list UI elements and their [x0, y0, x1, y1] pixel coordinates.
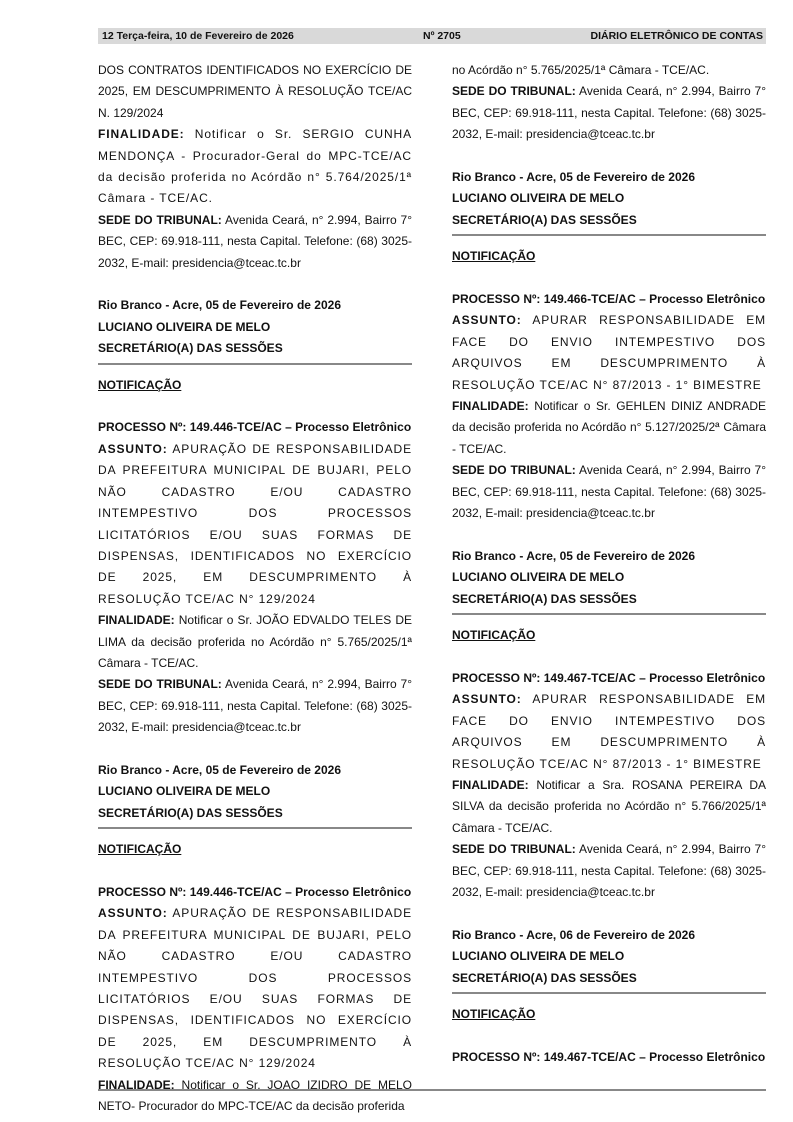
sede-text: Avenida Ceará, n° 2.994, Bairro 7° BEC, CEP: 69.918-111, nesta Capital. Telefone: (68) 3025-2032, E-mail: presidencia@tceac.tc.br: [98, 677, 412, 735]
signature-place-date: Rio Branco - Acre, 05 de Fevereiro de 2026: [98, 298, 341, 313]
sede-label: SEDE DO TRIBUNAL:: [98, 212, 222, 227]
process-number: PROCESSO Nº: 149.467-TCE/AC – Processo Eletrônico: [452, 670, 766, 685]
assunto-label: ASSUNTO:: [452, 692, 522, 707]
assunto-label: ASSUNTO:: [98, 441, 168, 456]
header-date: 12 Terça-feira, 10 de Fevereiro de 2026: [102, 30, 294, 42]
section-divider: [98, 827, 412, 829]
assunto-text: APURAÇÃO DE RESPONSABILIDADE DA PREFEITURA MUNICIPAL DE BUJARI, PELO NÃO CADASTRO E/OU CADASTRO INTEMPESTIVO DOS PROCESSOS LICITATÓRIOS E/OU SUAS FORMAS DE DISPENSAS, IDENTIFICADOS NO EXERCÍCIO DE 2025, EM DESCUMPRIMENTO À RESOLUÇÃO TCE/AC N° 129/2024: [98, 441, 412, 606]
signature-name: LUCIANO OLIVEIRA DE MELO: [452, 570, 625, 585]
signature-name: LUCIANO OLIVEIRA DE MELO: [98, 784, 271, 799]
assunto: [452, 310, 766, 396]
right-column: [452, 60, 766, 1068]
sede-text: Avenida Ceará, n° 2.994, Bairro 7° BEC, CEP: 69.918-111, nesta Capital. Telefone: (68) 3025-2032, E-mail: presidencia@tceac.tc.br: [452, 463, 766, 521]
assunto: [98, 903, 412, 1074]
assunto: [98, 439, 412, 610]
signature-place-date: Rio Branco - Acre, 06 de Fevereiro de 2026: [452, 927, 695, 942]
signature-place-date: Rio Branco - Acre, 05 de Fevereiro de 2026: [98, 762, 341, 777]
notice-title: NOTIFICAÇÃO: [98, 377, 182, 392]
section-divider: [452, 234, 766, 236]
finalidade: [98, 124, 412, 210]
signature-place-date: Rio Branco - Acre, 05 de Fevereiro de 2026: [452, 548, 695, 563]
signature-name: LUCIANO OLIVEIRA DE MELO: [98, 319, 271, 334]
finalidade-text: Notificar a Sra. ROSANA PEREIRA DA SILVA da decisão proferida no Acórdão n° 5.766/2025/1ª Câmara - TCE/AC.: [452, 777, 766, 835]
process-number: PROCESSO Nº: 149.467-TCE/AC – Processo Eletrônico: [452, 1049, 766, 1064]
process-number: PROCESSO Nº: 149.446-TCE/AC – Processo Eletrônico: [98, 420, 412, 435]
assunto-continuation: DOS CONTRATOS IDENTIFICADOS NO EXERCÍCIO DE 2025, EM DESCUMPRIMENTO À RESOLUÇÃO TCE/AC N. 129/2024: [98, 63, 412, 120]
signature-role: SECRETÁRIO(A) DAS SESSÕES: [452, 212, 637, 227]
process-number: PROCESSO Nº: 149.446-TCE/AC – Processo Eletrônico: [98, 884, 412, 899]
sede: [98, 674, 412, 738]
sede-text: Avenida Ceará, n° 2.994, Bairro 7° BEC, CEP: 69.918-111, nesta Capital. Telefone: (68) 3025-2032, E-mail: presidencia@tceac.tc.br: [98, 212, 412, 270]
section-divider: [98, 363, 412, 365]
sede-text: Avenida Ceará, n° 2.994, Bairro 7° BEC, CEP: 69.918-111, nesta Capital. Telefone: (68) 3025-2032, E-mail: presidencia@tceac.tc.br: [452, 84, 766, 142]
finalidade-label: FINALIDADE:: [452, 777, 529, 792]
finalidade-text: Notificar o Sr. JOÃO EDVALDO TELES DE LIMA da decisão proferida no Acórdão n° 5.765/2025/1ª Câmara - TCE/AC.: [98, 613, 412, 670]
signature-name: LUCIANO OLIVEIRA DE MELO: [452, 191, 625, 206]
section-divider: [452, 613, 766, 615]
header-journal-title: DIÁRIO ELETRÔNICO DE CONTAS: [590, 30, 763, 42]
sede-label: SEDE DO TRIBUNAL:: [452, 463, 576, 478]
finalidade: [452, 396, 766, 460]
sede-label: SEDE DO TRIBUNAL:: [98, 677, 222, 692]
sede: [452, 81, 766, 145]
finalidade-label: FINALIDADE:: [452, 399, 529, 414]
section-divider: [452, 992, 766, 994]
page-header: [98, 28, 766, 44]
finalidade: [452, 775, 766, 839]
finalidade: [98, 1075, 412, 1118]
sede: [452, 839, 766, 903]
process-number: PROCESSO Nº: 149.466-TCE/AC – Processo Eletrônico: [452, 292, 766, 307]
notice-title: NOTIFICAÇÃO: [98, 842, 182, 857]
assunto-text: APURAR RESPONSABILIDADE EM FACE DO ENVIO INTEMPESTIVO DOS ARQUIVOS EM DESCUMPRIMENTO À RESOLUÇÃO TCE/AC N° 87/2013 - 1° BIMESTRE: [452, 692, 766, 771]
assunto-text: APURAR RESPONSABILIDADE EM FACE DO ENVIO INTEMPESTIVO DOS ARQUIVOS EM DESCUMPRIMENTO À RESOLUÇÃO TCE/AC N° 87/2013 - 1° BIMESTRE: [452, 313, 766, 392]
sede-label: SEDE DO TRIBUNAL:: [452, 84, 576, 99]
sede: [98, 210, 412, 274]
left-column: [98, 60, 412, 1117]
signature-name: LUCIANO OLIVEIRA DE MELO: [452, 949, 625, 964]
notice-title: NOTIFICAÇÃO: [452, 1006, 536, 1021]
page-footer-rule: [98, 1089, 766, 1091]
finalidade-text: Notificar o Sr. SERGIO CUNHA MENDONÇA - Procurador-Geral do MPC-TCE/AC da decisão proferida no Acórdão n° 5.764/2025/1ª Câmara - TCE/AC.: [98, 127, 412, 206]
assunto-label: ASSUNTO:: [452, 313, 522, 328]
sede-label: SEDE DO TRIBUNAL:: [452, 842, 576, 857]
assunto-text: APURAÇÃO DE RESPONSABILIDADE DA PREFEITURA MUNICIPAL DE BUJARI, PELO NÃO CADASTRO E/OU CADASTRO INTEMPESTIVO DOS PROCESSOS LICITATÓRIOS E/OU SUAS FORMAS DE DISPENSAS, IDENTIFICADOS NO EXERCÍCIO DE 2025, EM DESCUMPRIMENTO À RESOLUÇÃO TCE/AC N° 129/2024: [98, 906, 412, 1071]
signature-role: SECRETÁRIO(A) DAS SESSÕES: [452, 970, 637, 985]
sede: [452, 460, 766, 524]
signature-role: SECRETÁRIO(A) DAS SESSÕES: [98, 805, 283, 820]
signature-place-date: Rio Branco - Acre, 05 de Fevereiro de 2026: [452, 170, 695, 185]
finalidade-label: FINALIDADE:: [98, 1077, 175, 1092]
finalidade-label: FINALIDADE:: [98, 127, 185, 142]
assunto-label: ASSUNTO:: [98, 906, 168, 921]
finalidade-text: Notificar o Sr. JOAO IZIDRO DE MELO NETO- Procurador do MPC-TCE/AC da decisão proferida: [98, 1077, 412, 1114]
finalidade-text: Notificar o Sr. GEHLEN DINIZ ANDRADE da decisão proferida no Acórdão n° 5.127/2025/2ª Câmara - TCE/AC.: [452, 399, 766, 456]
notice-title: NOTIFICAÇÃO: [452, 628, 536, 643]
finalidade: [98, 610, 412, 674]
header-issue-number: Nº 2705: [423, 30, 461, 42]
signature-role: SECRETÁRIO(A) DAS SESSÕES: [452, 591, 637, 606]
notice-title: NOTIFICAÇÃO: [452, 249, 536, 264]
sede-text: Avenida Ceará, n° 2.994, Bairro 7° BEC, CEP: 69.918-111, nesta Capital. Telefone: (68) 3025-2032, E-mail: presidencia@tceac.tc.br: [452, 842, 766, 899]
finalidade-continuation: no Acórdão n° 5.765/2025/1ª Câmara - TCE/AC.: [452, 63, 710, 77]
signature-role: SECRETÁRIO(A) DAS SESSÕES: [98, 341, 283, 356]
assunto: [452, 689, 766, 775]
finalidade-label: FINALIDADE:: [98, 613, 175, 628]
